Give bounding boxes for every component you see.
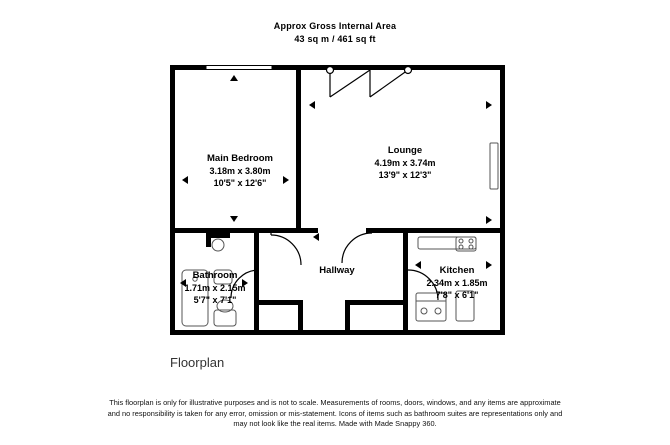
- room-dim-metric: 1.71m x 2.15m: [184, 283, 246, 293]
- door-hinge-left: [327, 67, 334, 74]
- arrow-lounge-right: [486, 101, 492, 109]
- room-label-kitchen: [410, 265, 504, 301]
- room-name: Kitchen: [439, 265, 475, 276]
- floorplan-drawing: [170, 65, 505, 335]
- wall-bedroom-lounge: [296, 65, 301, 233]
- room-dim-imperial: 5'7" x 7'1": [193, 295, 237, 305]
- room-dim-imperial: 10'5" x 12'6": [213, 178, 267, 188]
- disclaimer-line-3: may not look like the real items. Made with Made Snappy 360.: [233, 419, 437, 428]
- wall-hall-stub-right: [345, 300, 405, 305]
- hob-ring-2-icon: [469, 239, 473, 243]
- arrow-bedroom-top: [230, 75, 238, 81]
- arrow-lounge-right2: [486, 216, 492, 224]
- wall-hall-vert-left: [298, 300, 303, 335]
- room-dim-metric: 2.34m x 1.85m: [426, 278, 488, 288]
- wall-lounge-bottom-right: [366, 228, 505, 233]
- wall-hall-stub-left: [259, 300, 303, 305]
- room-label-lounge: [340, 145, 470, 181]
- window-bedroom: [206, 66, 272, 70]
- room-name: Lounge: [387, 145, 423, 156]
- disclaimer: [0, 398, 670, 430]
- room-name: Hallway: [319, 265, 355, 276]
- boiler-icon: [212, 239, 224, 251]
- door-bedroom-swing: [271, 235, 301, 265]
- floorplan-caption: Floorplan: [170, 355, 225, 370]
- door-entry-left: [330, 70, 370, 97]
- oven-ring-2-icon: [435, 308, 441, 314]
- room-name: Bathroom: [192, 270, 238, 281]
- area-header-line2: 43 sq m / 461 sq ft: [294, 34, 376, 44]
- kitchen-counter-icon: [418, 237, 476, 249]
- area-header: [0, 20, 670, 46]
- wall-bedroom-bottom: [170, 228, 301, 233]
- room-dim-metric: 4.19m x 3.74m: [374, 158, 436, 168]
- door-hinge-right: [405, 67, 412, 74]
- hob-ring-3-icon: [459, 245, 463, 249]
- wall-hall-vert-right: [345, 300, 350, 335]
- disclaimer-line-2: and no responsibility is taken for any error, omission or mis-statement. Icons of items such as bathroom suites are representations only and: [107, 408, 563, 418]
- arrow-lounge-left2: [313, 233, 319, 241]
- wall-bottom: [170, 330, 505, 335]
- oven-ring-1-icon: [421, 308, 427, 314]
- room-dim-imperial: 13'9" x 12'3": [378, 170, 432, 180]
- room-name: Main Bedroom: [207, 153, 273, 164]
- wall-kitchen-left: [403, 228, 408, 335]
- radiator-icon: [490, 143, 498, 189]
- room-dim-metric: 3.18m x 3.80m: [209, 166, 271, 176]
- hob-ring-4-icon: [469, 245, 473, 249]
- hob-ring-1-icon: [459, 239, 463, 243]
- room-dim-imperial: 7'8" x 6'1": [435, 290, 479, 300]
- room-label-hallway: [282, 265, 392, 277]
- wall-closet-top: [206, 233, 230, 238]
- door-lounge-swing: [342, 233, 372, 263]
- arrow-lounge-left: [309, 101, 315, 109]
- arrow-bedroom-bottom: [230, 216, 238, 222]
- door-entry-right: [370, 70, 408, 97]
- area-header-line1: Approx Gross Internal Area: [273, 21, 397, 31]
- disclaimer-line-1: This floorplan is only for illustrative purposes and is not to scale. Measurements of rooms, doors, windows, and any items are approximate: [109, 398, 561, 407]
- room-label-bathroom: [170, 270, 260, 306]
- room-label-main-bedroom: [180, 153, 300, 189]
- wall-lounge-bottom-left: [296, 228, 318, 233]
